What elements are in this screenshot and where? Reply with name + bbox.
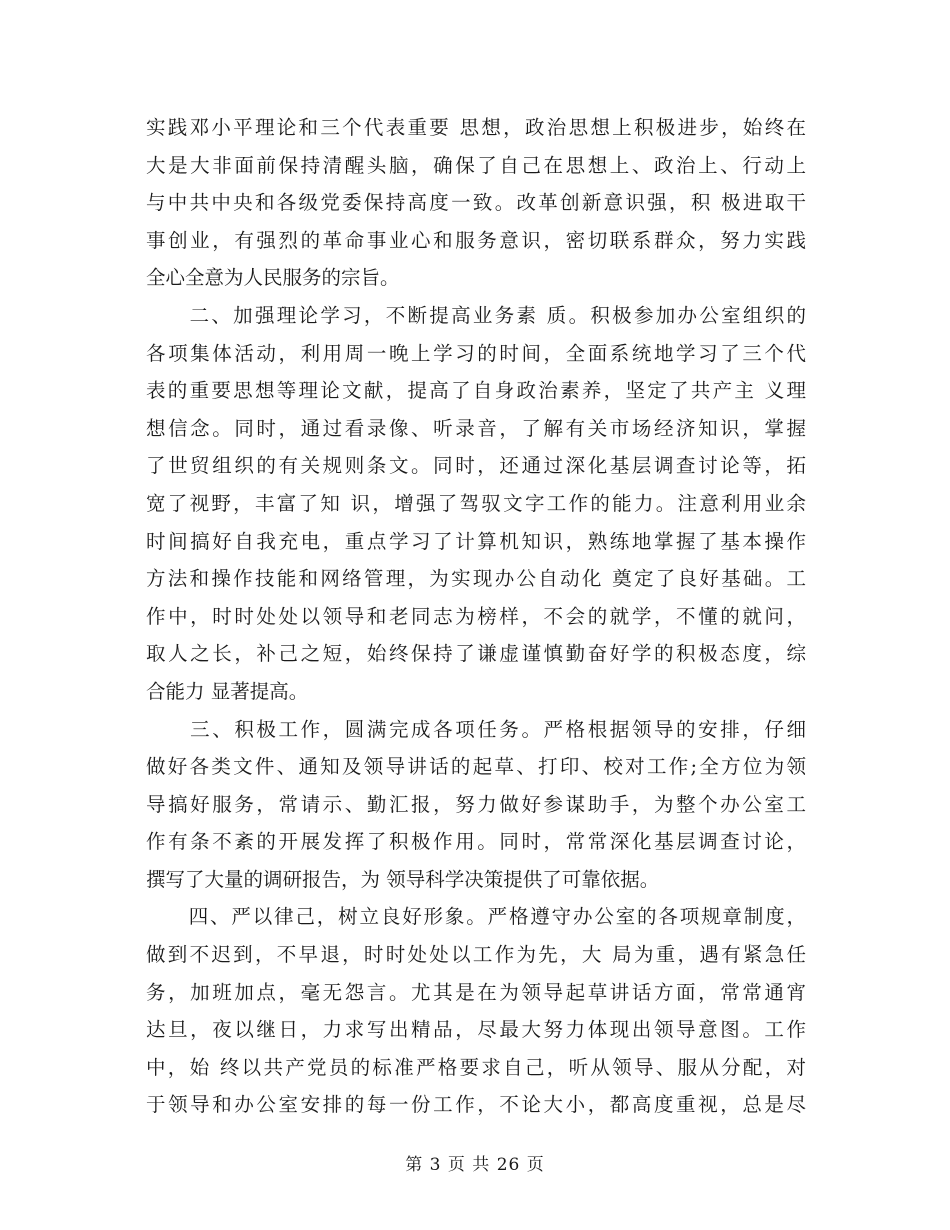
text-line: 务，加班加点，毫无怨言。尤其是在为领导起草讲话方面，常常通宵	[146, 980, 806, 1004]
text-line: 做好各类文件、通知及领导讲话的起草、打印、校对工作;全方位为领	[146, 755, 806, 779]
text-line: 表的重要思想等理论文献，提高了自身政治素养，坚定了共产主 义理	[146, 379, 806, 403]
page-number-footer: 第 3 页 共 26 页	[405, 1155, 545, 1175]
text-line: 导搞好服务，常请示、勤汇报，努力做好参谋助手，为整个办公室工	[146, 792, 806, 816]
text-line: 于领导和办公室安排的每一份工作，不论大小，都高度重视，总是尽	[146, 1093, 806, 1117]
text-line: 达旦，夜以继日，力求写出精品，尽最大努力体现出领导意图。工作	[146, 1018, 806, 1042]
text-line: 合能力 显著提高。	[146, 679, 309, 703]
text-line: 各项集体活动，利用周一晚上学习的时间，全面系统地学习了三个代	[146, 341, 806, 365]
text-line: 想信念。同时，通过看录像、听录音，了解有关市场经济知识，掌握	[146, 416, 806, 440]
text-line: 作有条不紊的开展发挥了积极作用。同时，常常深化基层调查讨论，	[146, 830, 806, 854]
text-line: 作中，时时处处以领导和老同志为榜样，不会的就学，不懂的就问，	[146, 604, 806, 628]
text-line: 取人之长，补己之短，始终保持了谦虚谨慎勤奋好学的积极态度，综	[146, 642, 806, 666]
text-line: 了世贸组织的有关规则条文。同时，还通过深化基层调查讨论等，拓	[146, 454, 806, 478]
text-line: 二、加强理论学习，不断提高业务素 质。积极参加办公室组织的	[146, 303, 806, 327]
text-line: 事创业，有强烈的革命事业心和服务意识，密切联系群众，努力实践	[146, 228, 806, 252]
text-line: 与中共中央和各级党委保持高度一致。改革创新意识强，积 极进取干	[146, 191, 806, 215]
text-line: 大是大非面前保持清醒头脑，确保了自己在思想上、政治上、行动上	[146, 153, 806, 177]
text-line: 做到不迟到，不早退，时时处处以工作为先，大 局为重，遇有紧急任	[146, 943, 806, 967]
body-text	[146, 109, 806, 1124]
text-line: 中，始 终以共产党员的标准严格要求自己，听从领导、服从分配，对	[146, 1055, 806, 1079]
text-line: 四、严以律己，树立良好形象。严格遵守办公室的各项规章制度，	[146, 905, 806, 929]
text-line: 时间搞好自我充电，重点学习了计算机知识，熟练地掌握了基本操作	[146, 529, 806, 553]
text-line: 三、积极工作，圆满完成各项任务。严格根据领导的安排，仔细	[146, 717, 806, 741]
text-line: 全心全意为人民服务的宗旨。	[146, 266, 400, 290]
text-line: 实践邓小平理论和三个代表重要 思想，政治思想上积极进步，始终在	[146, 116, 806, 139]
text-line: 撰写了大量的调研报告，为 领导科学决策提供了可靠依据。	[146, 867, 660, 891]
text-line: 方法和操作技能和网络管理，为实现办公自动化 奠定了良好基础。工	[146, 567, 806, 591]
text-line: 宽了视野，丰富了知 识，增强了驾驭文字工作的能力。注意利用业余	[146, 491, 806, 515]
